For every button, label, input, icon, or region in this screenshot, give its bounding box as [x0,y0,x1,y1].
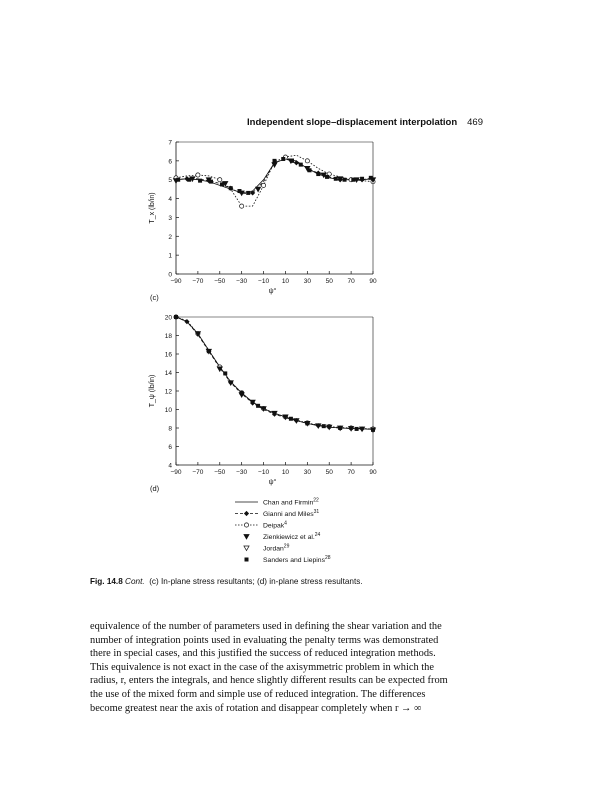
data-point-filled-square [343,178,347,182]
chart-panel-c [149,140,377,303]
y-axis-label: T_ψ (lb/in) [149,374,156,408]
y-tick-label: 14 [164,370,172,377]
data-point-circle [218,178,222,182]
data-point-filled-square [256,404,260,408]
x-tick-label: −70 [192,278,204,285]
y-tick-label: 18 [164,333,172,340]
x-tick-label: −90 [170,469,182,476]
y-tick-label: 8 [168,425,172,433]
data-point-filled-square [198,179,202,183]
data-point-filled-square [355,427,359,431]
legend-ref: 4 [284,520,287,527]
x-tick-label: −10 [258,278,270,285]
data-point-filled-square [281,157,285,161]
x-tick-label: 70 [347,278,355,285]
body-line: This equivalence is not exact in the case of the axisymmetric problem in which the [90,661,434,673]
legend-label: Gianni and Miles$^{31}$ [263,509,320,518]
data-point-filled-square [322,424,326,428]
y-tick-label: 4 [168,462,172,470]
legend-label: Zienkiewicz et al.$^{24}$ [263,532,321,541]
x-tick-label: −30 [236,278,248,285]
data-point-filled-square [273,159,277,163]
legend-label: Sanders and Liepins$^{28}$ [263,555,331,564]
y-tick-label: 7 [168,139,172,147]
data-point-filled-square [229,186,233,190]
legend-ref: 22 [313,497,319,504]
data-point-filled-square [174,315,178,319]
chart-panel-d [149,315,377,494]
y-tick-label: 0 [168,271,172,279]
data-point-filled-square [338,426,342,430]
panel-label: (c) [150,293,159,302]
x-tick-label: −90 [170,278,182,285]
running-title: Independent slope–displacement interpolation [247,117,458,128]
y-tick-label: 12 [164,388,172,396]
data-point-filled-square [290,159,294,163]
data-point-filled-square [308,168,312,172]
data-point-filled-square [325,175,329,179]
figure-number: Fig. 14.8 [90,577,123,586]
data-point-circle [240,204,244,208]
legend-label: Chan and Firmin$^{22}$ [263,497,319,507]
x-tick-label: −50 [214,469,226,476]
caption-cont: Cont. [125,577,145,586]
y-tick-label: 6 [168,444,172,451]
body-line: there in special cases, and this justified the success of reduced integration methods. [90,648,436,660]
data-point-filled-square [237,189,241,193]
data-point-filled-square [223,371,227,375]
x-tick-label: −50 [214,278,226,285]
y-tick-label: 16 [164,351,172,359]
legend-label: Deipak$^4$ [263,520,287,530]
x-tick-label: 70 [347,469,355,476]
panel-label: (d) [150,484,160,493]
legend-marker-diamond [244,511,249,516]
chart-legend [235,498,331,565]
figure-caption [90,577,363,586]
data-point-filled-square [289,417,293,421]
data-point-filled-square [246,191,250,195]
data-point-circle [196,173,200,177]
data-point-filled-square [209,180,213,184]
x-tick-label: 30 [303,278,311,285]
data-point-filled-triangle [255,187,260,192]
x-tick-label: 10 [281,469,290,476]
data-point-filled-square [240,391,244,395]
x-tick-label: 90 [369,469,377,476]
x-tick-label: 90 [369,278,377,285]
x-axis-label: ψ° [268,288,277,295]
y-axis-label: T_x (lb/in) [149,192,156,224]
x-tick-label: −10 [258,469,270,476]
data-point-circle [305,159,309,163]
data-point-circle [261,183,265,187]
x-tick-label: −30 [236,469,248,476]
legend-marker-circle [244,523,248,527]
body-line: become greatest near the axis of rotation and disappear completely when r → ∞ [90,702,422,714]
x-tick-label: 10 [281,278,290,285]
data-point-filled-square [334,177,338,181]
legend-ref: 24 [314,532,321,538]
x-tick-label: 50 [325,469,333,476]
caption-text: (c) In-plane stress resultants; (d) in-plane stress resultants. [149,577,363,586]
body-line: number of integration points used in evaluating the penalty terms was demonstrated [90,634,439,646]
y-tick-label: 6 [168,158,172,166]
data-point-filled-square [187,178,191,182]
data-point-filled-square [207,349,211,353]
data-point-filled-square [351,178,355,182]
page-number: 469 [467,117,483,128]
y-tick-label: 5 [168,177,172,185]
legend-ref: 29 [283,543,290,550]
legend-ref: 28 [324,555,331,561]
x-tick-label: −70 [192,469,204,476]
y-tick-label: 3 [168,214,172,222]
data-point-filled-square [273,411,277,415]
x-tick-label: 30 [303,469,311,476]
data-point-filled-square [220,182,224,186]
data-point-filled-square [176,178,180,182]
x-axis-label: ψ° [268,479,277,486]
legend-marker-open-triangle [244,546,249,551]
y-tick-label: 1 [168,252,172,260]
legend-ref: 31 [313,509,320,515]
body-line: the use of the mixed form and simple use of reduced integration. The differences [90,688,426,700]
x-tick-label: 50 [325,278,333,285]
data-point-filled-square [360,177,364,181]
y-tick-label: 10 [164,407,172,414]
body-line: radius, r, enters the integrals, and hence slightly different results can be expected from [90,675,448,687]
body-line: equivalence of the number of parameters used in defining the shear variation and the [90,621,442,632]
y-tick-label: 20 [164,314,172,322]
legend-label: Jordan$^{29}$ [263,543,290,553]
data-point-filled-square [316,172,320,176]
y-tick-label: 2 [168,233,172,241]
body-paragraph [90,620,508,715]
data-point-filled-square [369,176,373,180]
data-point-filled-square [305,421,309,425]
data-point-filled-square [299,163,303,167]
y-tick-label: 4 [168,196,172,204]
legend-marker-filled-square [245,558,249,562]
data-point-filled-square [371,428,375,432]
legend-marker-filled-triangle [244,535,249,540]
